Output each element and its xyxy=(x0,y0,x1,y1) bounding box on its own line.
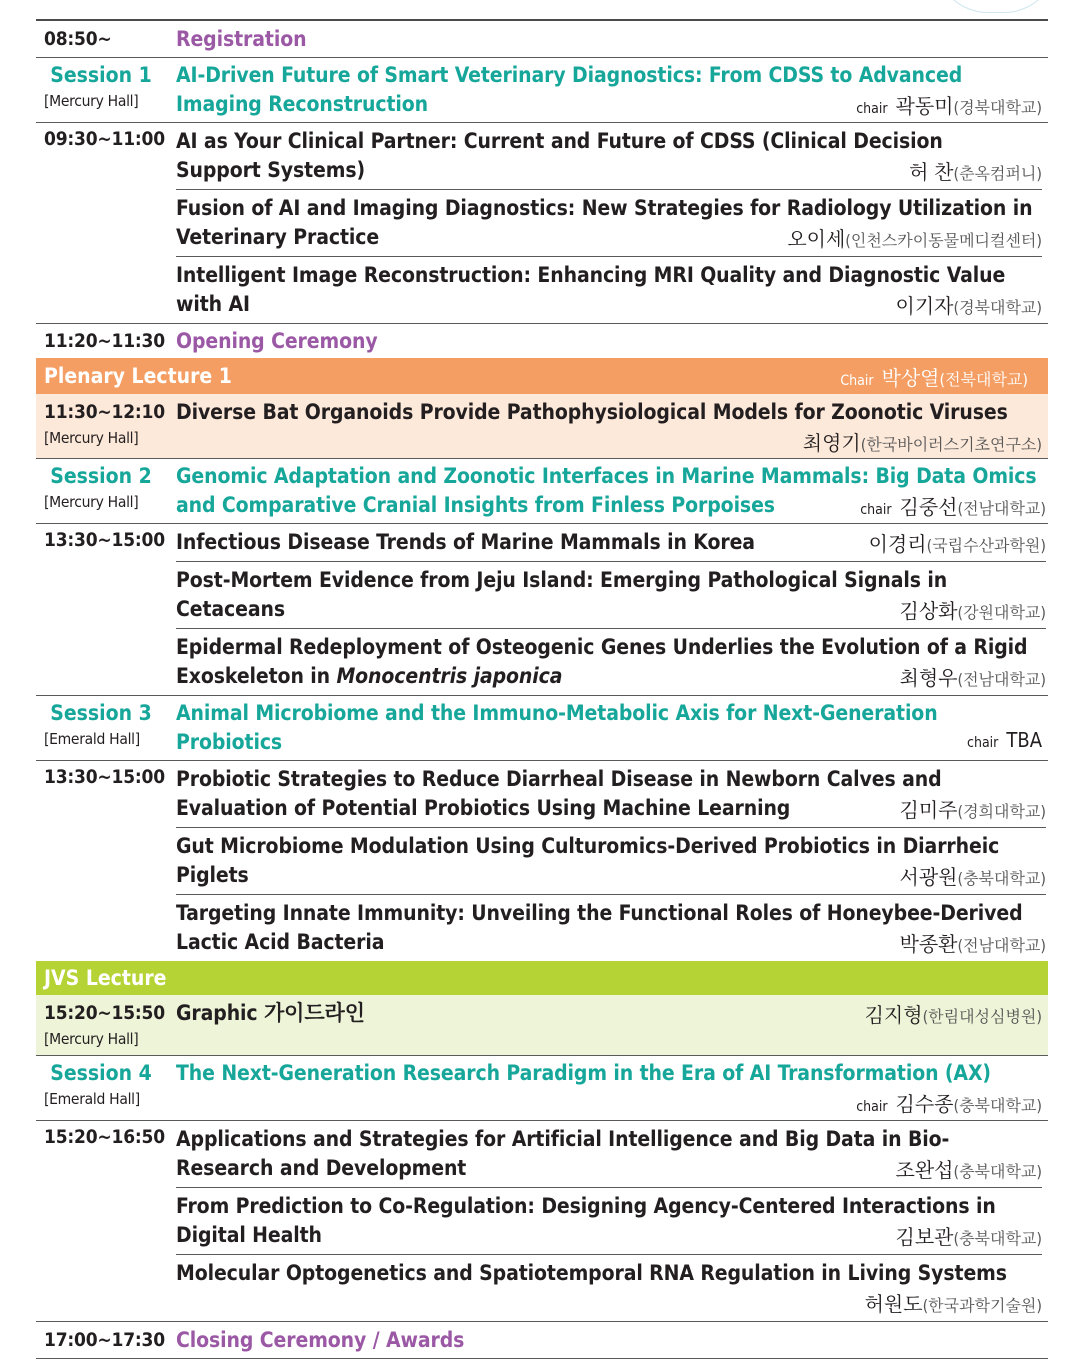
talk-title: Probiotic Strategies to Reduce Diarrheal Disease in Newborn Calves and Evaluation of Potential Probiotics Using Machine Learning xyxy=(176,767,942,820)
jvs-label: JVS Lecture xyxy=(44,966,167,990)
speaker-name: 조완섭 xyxy=(895,1158,954,1182)
session1-time: 09:30~11:00 xyxy=(44,128,165,150)
session3-title: Animal Microbiome and the Immuno-Metabolic Axis for Next-Generation Probiotics xyxy=(176,701,938,754)
chair-label: Chair xyxy=(840,372,874,389)
session3-hall: [Emerald Hall] xyxy=(44,730,140,748)
talk-title: From Prediction to Co-Regulation: Designing Agency-Centered Interactions in Digital Health xyxy=(176,1194,996,1247)
opening-label: Opening Ceremony xyxy=(176,329,378,353)
speaker-affiliation: (국립수산과학원) xyxy=(926,536,1046,555)
talk-title: AI as Your Clinical Partner: Current and Future of CDSS (Clinical Decision Support Systems) xyxy=(176,129,943,182)
jvs-hall: [Mercury Hall] xyxy=(44,1030,139,1048)
chair-name: TBA xyxy=(1006,728,1042,752)
session4-talks xyxy=(36,1121,1048,1322)
chair-name: 박상열 xyxy=(881,365,940,390)
session2-talks xyxy=(36,524,1048,696)
talk-title: Targeting Innate Immunity: Unveiling the Functional Roles of Honeybee-Derived Lactic Acid Bacteria xyxy=(176,901,1023,954)
talk-item xyxy=(176,1255,1042,1321)
talk-title: Intelligent Image Reconstruction: Enhancing MRI Quality and Diagnostic Value with AI xyxy=(176,263,1006,316)
talk-title: Applications and Strategies for Artificial Intelligence and Big Data in Bio-Research and Development xyxy=(176,1127,950,1180)
session4-header xyxy=(36,1056,1048,1121)
session4-hall: [Emerald Hall] xyxy=(44,1090,140,1108)
speaker-name: 최형우 xyxy=(899,666,958,690)
closing-time: 17:00~17:30 xyxy=(44,1329,165,1351)
jvs-time: 15:20~15:50 xyxy=(44,1002,165,1024)
chair-affiliation: (경북대학교) xyxy=(953,98,1042,117)
chair-label: chair xyxy=(860,502,892,518)
talk-item xyxy=(176,524,1046,562)
speaker-name: 서광원 xyxy=(899,865,958,889)
session1-header xyxy=(36,58,1048,123)
talk-item xyxy=(176,190,1042,257)
jvs-talk xyxy=(36,995,1048,1056)
closing-row xyxy=(36,1322,1048,1359)
opening-row xyxy=(36,324,1048,358)
speaker-name: 김상화 xyxy=(899,599,958,623)
speaker-affiliation: (인천스카이동물메디컬센터) xyxy=(845,231,1042,250)
talk-item xyxy=(176,562,1046,629)
opening-time: 11:20~11:30 xyxy=(44,330,165,352)
session3-time: 13:30~15:00 xyxy=(44,766,165,788)
session2-title: Genomic Adaptation and Zoonotic Interfaces in Marine Mammals: Big Data Omics and Comparative Cranial Insights from Finless Porpoises xyxy=(176,464,1037,517)
plenary1-band xyxy=(36,358,1048,394)
chair-affiliation: (전북대학교) xyxy=(939,369,1028,389)
speaker-name: 이기자 xyxy=(895,294,954,318)
session1-title: AI-Driven Future of Smart Veterinary Diagnostics: From CDSS to Advanced Imaging Reconstruction xyxy=(176,63,963,116)
session1-hall: [Mercury Hall] xyxy=(44,92,139,110)
speaker-name: 김지형 xyxy=(864,1003,923,1027)
talk-title: Fusion of AI and Imaging Diagnostics: New Strategies for Radiology Utilization in Veterinary Practice xyxy=(176,196,1033,249)
speaker-affiliation: (전남대학교) xyxy=(957,670,1046,689)
registration-time: 08:50~ xyxy=(44,28,112,50)
session3-talks xyxy=(36,761,1048,961)
session2-hall: [Mercury Hall] xyxy=(44,493,139,511)
plenary1-time: 11:30~12:10 xyxy=(44,401,165,423)
talk-title: Infectious Disease Trends of Marine Mammals in Korea xyxy=(176,530,755,554)
chair-label: chair xyxy=(967,735,999,751)
session4-time: 15:20~16:50 xyxy=(44,1126,165,1148)
speaker-affiliation: (전남대학교) xyxy=(957,936,1046,955)
registration-row xyxy=(36,21,1048,58)
chair-affiliation: (전남대학교) xyxy=(957,499,1046,518)
talk-item xyxy=(176,629,1046,695)
talk-item xyxy=(176,1121,1042,1188)
speaker-name: 박종환 xyxy=(899,932,958,956)
chair-label: chair xyxy=(856,101,888,117)
talk-title: Gut Microbiome Modulation Using Culturomics-Derived Probiotics in Diarrheic Piglets xyxy=(176,834,1000,887)
speaker-affiliation: (한국바이러스기초연구소) xyxy=(860,435,1042,454)
species-name: Monocentris japonica xyxy=(336,664,563,688)
session4-chair xyxy=(176,1088,1042,1117)
speaker-affiliation: (충북대학교) xyxy=(953,1229,1042,1248)
speaker-affiliation: (경희대학교) xyxy=(957,802,1046,821)
speaker-affiliation: (한국과학기술원) xyxy=(922,1296,1042,1315)
speaker-affiliation: (충북대학교) xyxy=(957,869,1046,888)
decorative-arc xyxy=(935,0,1057,13)
talk-item xyxy=(176,1188,1042,1255)
speaker-affiliation: (경북대학교) xyxy=(953,298,1042,317)
session2-label: Session 2 xyxy=(50,464,152,488)
session2-header xyxy=(36,459,1048,524)
plenary1-chair xyxy=(840,362,1028,391)
session4-label: Session 4 xyxy=(50,1061,152,1085)
speaker-affiliation: (충북대학교) xyxy=(953,1162,1042,1181)
session3-label: Session 3 xyxy=(50,701,152,725)
talk-item xyxy=(176,761,1046,828)
speaker-name: 허 찬 xyxy=(909,160,954,184)
jvs-band xyxy=(36,961,1048,995)
plenary1-talk xyxy=(36,394,1048,459)
chair-name: 김중선 xyxy=(899,495,958,519)
talk-item xyxy=(176,828,1046,895)
session1-talks xyxy=(36,123,1048,324)
speaker-affiliation: (한림대성심병원) xyxy=(922,1007,1042,1026)
speaker-name: 김보관 xyxy=(895,1225,954,1249)
plenary1-hall: [Mercury Hall] xyxy=(44,429,139,447)
speaker-name: 허원도 xyxy=(864,1292,923,1316)
talk-title: Graphic 가이드라인 xyxy=(176,1001,365,1025)
closing-label: Closing Ceremony / Awards xyxy=(176,1328,465,1352)
program-table xyxy=(36,19,1048,1359)
talk-item xyxy=(176,257,1042,323)
session3-chair xyxy=(176,728,1042,757)
speaker-name: 오이세 xyxy=(787,227,846,251)
talk-title: Molecular Optogenetics and Spatiotemporal RNA Regulation in Living Systems xyxy=(176,1261,1007,1285)
chair-name: 김수종 xyxy=(895,1092,954,1116)
plenary1-label: Plenary Lecture 1 xyxy=(44,364,232,388)
session3-header xyxy=(36,696,1048,761)
chair-affiliation: (충북대학교) xyxy=(953,1096,1042,1115)
talk-item xyxy=(176,895,1046,961)
talk-item xyxy=(176,123,1042,190)
session4-title: The Next-Generation Research Paradigm in the Era of AI Transformation (AX) xyxy=(176,1061,991,1085)
speaker-name: 최영기 xyxy=(802,431,861,455)
talk-title: Post-Mortem Evidence from Jeju Island: Emerging Pathological Signals in Cetaceans xyxy=(176,568,948,621)
speaker-name: 이경리 xyxy=(868,532,927,556)
talk-title-text: Epidermal Redeployment of Osteogenic Genes Underlies the Evolution of a Rigid Exoskeleton in xyxy=(176,635,1028,688)
talk-title: Diverse Bat Organoids Provide Pathophysiological Models for Zoonotic Viruses xyxy=(176,400,1008,424)
session1-label: Session 1 xyxy=(50,63,152,87)
speaker-affiliation: (강원대학교) xyxy=(957,603,1046,622)
registration-label: Registration xyxy=(176,27,307,51)
speaker-affiliation: (춘옥컴퍼니) xyxy=(953,164,1042,183)
chair-label: chair xyxy=(856,1099,888,1115)
chair-name: 곽동미 xyxy=(895,94,954,118)
session2-time: 13:30~15:00 xyxy=(44,529,165,551)
speaker-name: 김미주 xyxy=(899,798,958,822)
